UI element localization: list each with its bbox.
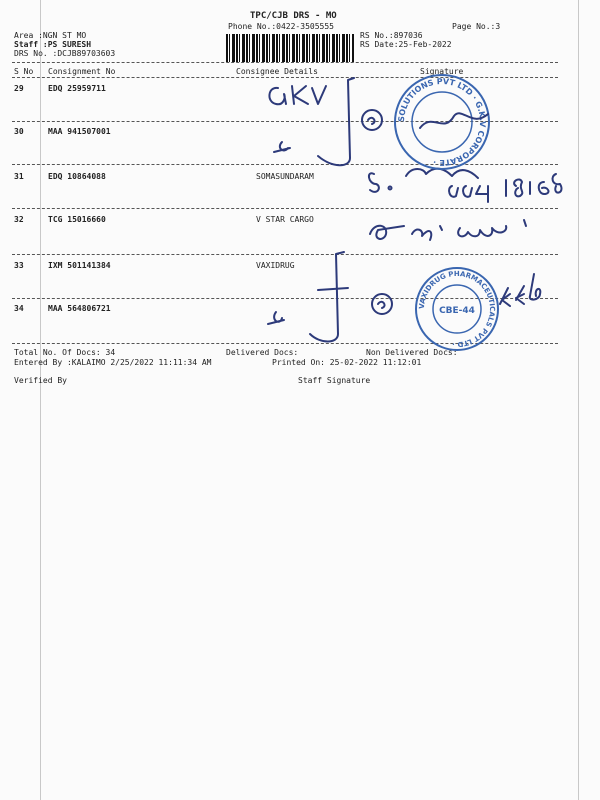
rs-date: RS Date:25-Feb-2022 [360,40,452,49]
printed-on: Printed On: 25-02-2022 11:12:01 [272,358,422,367]
barcode [226,34,354,62]
area-label: Area :NGN ST MO [14,31,87,40]
scan-edge-right [578,0,579,800]
row-sno: 31 [14,172,24,181]
row-consignee: V STAR CARGO [256,215,314,224]
svg-text:CBE-44: CBE-44 [439,306,475,316]
row-sno: 30 [14,127,24,136]
row-consignee: VAXIDRUG [256,261,295,270]
row-sno: 34 [14,304,24,313]
non-delivered-docs: Non Delivered Docs: [366,348,458,357]
total-docs: Total No. Of Docs: 34 [14,348,116,357]
staff-signature: Staff Signature [298,376,371,385]
row-consignment: MAA 941507001 [48,127,111,136]
svg-text:SOLUTIONS PVT LTD · G.K.V CORP: SOLUTIONS PVT LTD · G.K.V CORPORATE · [396,76,488,168]
row-sno: 29 [14,84,24,93]
handwritten-signature-row32 [364,212,544,252]
document-title: TPC/CJB DRS - MO [250,11,337,21]
delivered-docs: Delivered Docs: [226,348,299,357]
vaxidrug-stamp [414,266,500,352]
row-sno: 32 [14,215,24,224]
col-sno: S No [14,67,34,76]
phone-number: Phone No.:0422-3505555 [228,22,334,31]
divider [12,62,558,63]
svg-text:VAXIDRUG PHARMACEUTICALS PVT L: VAXIDRUG PHARMACEUTICALS PVT LTD · [417,269,497,349]
scan-edge-left [40,0,41,800]
rs-number: RS No.:897036 [360,31,423,40]
company-stamp [392,72,492,172]
entered-by: Entered By :KALAIMO 2/25/2022 11:11:34 AM [14,358,212,367]
handwritten-signature-row31 [366,160,566,210]
handwritten-initials-kkl [494,266,554,316]
col-consignment: Consignment No [48,67,116,76]
row-consignment: EDQ 25959711 [48,84,106,93]
row-consignment: IXM 501141384 [48,261,111,270]
verified-by: Verified By [14,376,67,385]
row-sno: 33 [14,261,24,270]
row-consignment: EDQ 10864088 [48,172,106,181]
drs-number: DRS No. :DCJB89703603 [14,49,116,58]
row-consignment: MAA 564806721 [48,304,111,313]
staff-label: Staff :PS SURESH [14,40,92,49]
col-signature: Signature [420,67,464,76]
col-consignee: Consignee Details [236,67,318,76]
page-number: Page No.:3 [452,22,501,31]
row-consignment: TCG 15016660 [48,215,106,224]
row-consignee: SOMASUNDARAM [256,172,314,181]
handwritten-signature-row34 [258,250,418,350]
